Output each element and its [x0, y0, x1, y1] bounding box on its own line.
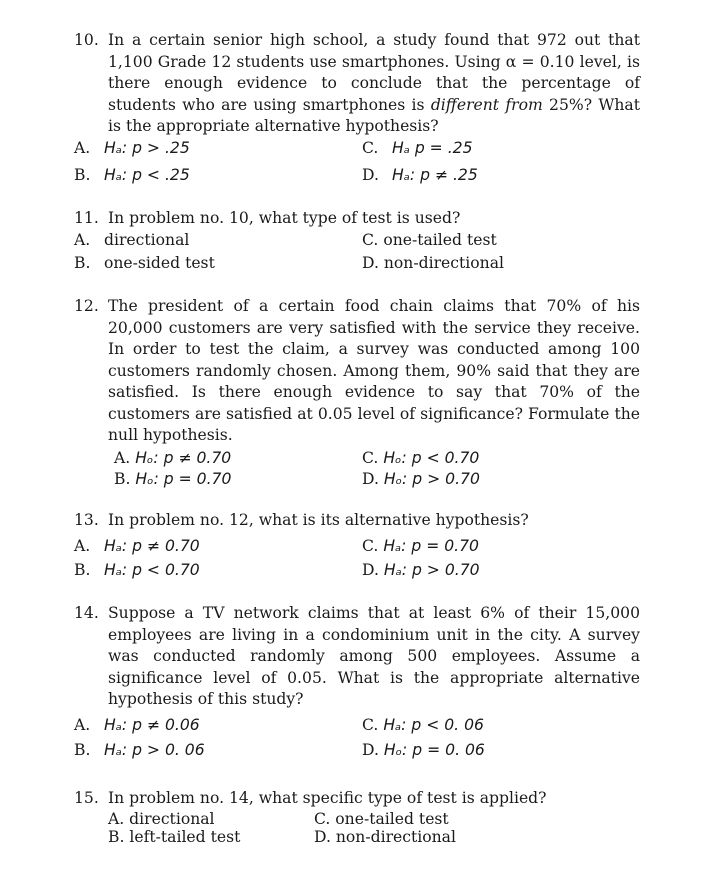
option-a[interactable]: A. directional [74, 231, 190, 249]
option-b[interactable]: B. Hₐ: p < 0.70 [74, 561, 200, 579]
question-text: Suppose a TV network claims that at least 6% of their 15,000 employees are living in a condominium unit in the city. A survey was conducted randomly among 500 employees. Assume a significance level of 0.05. What is the appropriate alternative hypothesis of this study? [108, 604, 640, 708]
question-emphasis: different from [430, 95, 543, 114]
question-text: In a certain senior high school, a study found that 972 out that 1,100 Grade 12 students use smartphones. Using α = 0.10 level, is there enough evidence to conclude that the percentage of students who are using smartphones is different from 25%? What is the appropriate alternative hypothesis? [108, 31, 640, 135]
option-d[interactable]: D. Hₐ: p ≠ .25 [362, 166, 478, 184]
option-a[interactable]: A. Hₐ: p ≠ 0.70 [74, 537, 200, 555]
question-13 [74, 510, 640, 532]
question-number: 11. [74, 209, 99, 227]
question-number: 13. [74, 511, 99, 529]
question-number: 10. [74, 31, 99, 49]
option-c[interactable]: C. one-tailed test [362, 231, 497, 249]
option-a[interactable]: A. Hₒ: p ≠ 0.70 [114, 449, 232, 467]
question-12 [74, 296, 640, 447]
question-11 [74, 208, 640, 230]
option-d[interactable]: D. non-directional [362, 254, 504, 272]
option-b[interactable]: B. one-sided test [74, 254, 215, 272]
option-c[interactable]: C. one-tailed test [314, 810, 449, 828]
option-c[interactable]: C. Hₐ: p = 0.70 [362, 537, 479, 555]
question-number: 14. [74, 604, 99, 622]
question-10 [74, 30, 640, 138]
question-15 [74, 788, 640, 810]
option-b[interactable]: B. Hₒ: p = 0.70 [114, 470, 232, 488]
question-text: In problem no. 14, what specific type of test is applied? [108, 789, 547, 807]
option-b[interactable]: B. Hₐ: p < .25 [74, 166, 190, 184]
option-d[interactable]: D. non-directional [314, 828, 456, 846]
question-number: 15. [74, 789, 99, 807]
option-a[interactable]: A. Hₐ: p > .25 [74, 139, 190, 157]
option-d[interactable]: D. Hₒ: p = 0. 06 [362, 741, 485, 759]
option-d[interactable]: D. Hₐ: p > 0.70 [362, 561, 480, 579]
option-c[interactable]: C. Hₐ: p < 0. 06 [362, 716, 484, 734]
question-text: The president of a certain food chain claims that 70% of his 20,000 customers are very satisfied with the service they receive. In order to test the claim, a survey was conducted among 100 customers randomly chosen. Among them, 90% said that they are satisfied. Is there enough evidence to say that 70% of the customers are satisfied at 0.05 level of significance? Formulate the null hypothesis. [108, 297, 640, 444]
option-b[interactable]: B. left-tailed test [108, 828, 241, 846]
question-text: In problem no. 10, what type of test is used? [108, 209, 461, 227]
question-14 [74, 603, 640, 711]
option-a[interactable]: A. directional [108, 810, 215, 828]
question-text: In problem no. 12, what is its alternative hypothesis? [108, 511, 529, 529]
option-a[interactable]: A. Hₐ: p ≠ 0.06 [74, 716, 200, 734]
question-number: 12. [74, 297, 99, 315]
option-b[interactable]: B. Hₐ: p > 0. 06 [74, 741, 205, 759]
option-c[interactable]: C. Hₒ: p < 0.70 [362, 449, 480, 467]
option-c[interactable]: C. Hₐ p = .25 [362, 139, 473, 157]
option-d[interactable]: D. Hₒ: p > 0.70 [362, 470, 480, 488]
